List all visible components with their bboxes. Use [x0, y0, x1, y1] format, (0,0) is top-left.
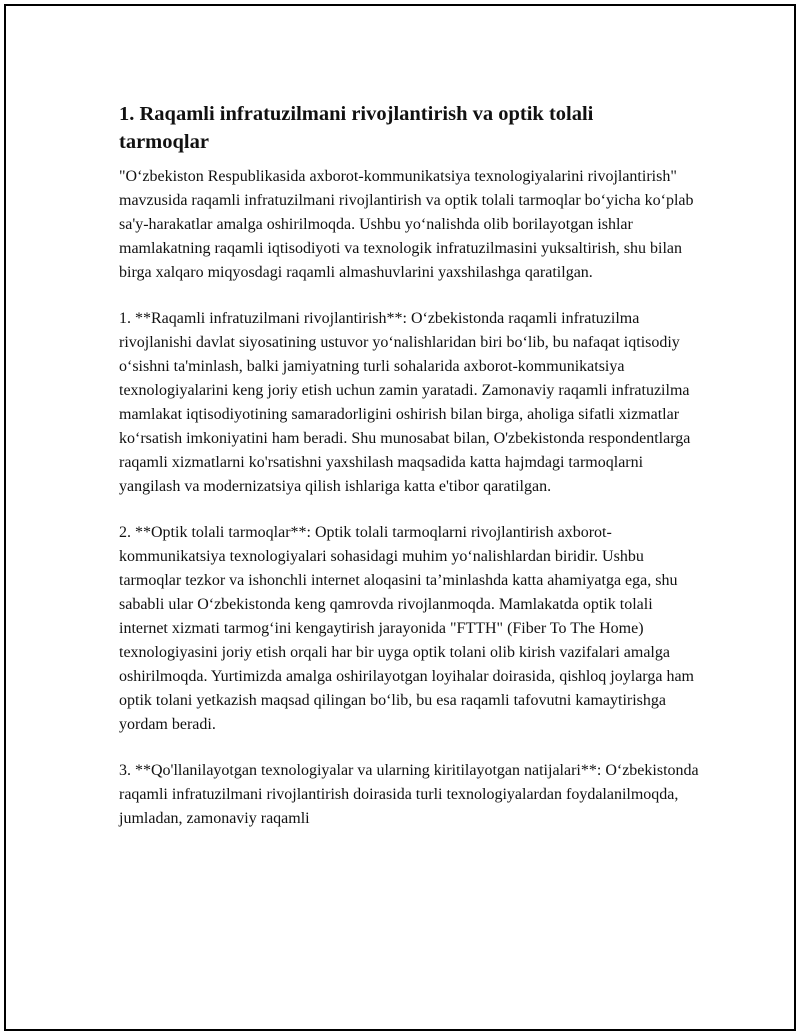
- intro-paragraph: "O‘zbekiston Respublikasida axborot-kommunikatsiya texnologiyalarini rivojlantirish" mavzusida raqamli infratuzilmani rivojlantirish va optik tolali tarmoqlar bo‘yicha ko‘plab sa'y-harakatlar amalga oshirilmoqda. Ushbu yo‘nalishda olib borilayotgan ishlar mamlakatning raqamli iqtisodiyoti va texnologik infratuzilmasini yuksaltirish, shu bilan birga xalqaro miqyosdagi raqamli almashuvlarini yaxshilashga qaratilgan.: [119, 168, 694, 281]
- section-heading: 1. Raqamli infratuzilmani rivojlantirish va optik tolali tarmoqlar: [119, 103, 594, 153]
- paragraph-digital-infrastructure: 1. **Raqamli infratuzilmani rivojlantirish**: O‘zbekistonda raqamli infratuzilma rivojlanishi davlat siyosatining ustuvor yo‘nalishlaridan biri bo‘lib, bu nafaqat iqtisodiy o‘sishni ta'minlash, balki jamiyatning turli sohalarida axborot-kommunikatsiya texnologiyalarini keng joriy etish uchun zamin yaratadi. Zamonaviy raqamli infratuzilma mamlakat iqtisodiyotining samaradorligini oshirish bilan birga, aholiga sifatli xizmatlar ko‘rsatish imkoniyatini ham beradi. Shu munosabat bilan, O'zbekistonda respondentlarga raqamli xizmatlarni ko'rsatishni yaxshilash maqsadida katta hajmdagi tarmoqlarni yangilash va modernizatsiya qilish ishlariga katta e'tibor qaratilgan.: [119, 310, 691, 495]
- page: [4, 4, 796, 1031]
- paragraph-fiber-networks: 2. **Optik tolali tarmoqlar**: Optik tolali tarmoqlarni rivojlantirish axborot-kommunikatsiya texnologiyalari sohasidagi muhim yo‘nalishlardan biridir. Ushbu tarmoqlar tezkor va ishonchli internet aloqasini ta’minlashda katta ahamiyatga ega, shu sababli ular O‘zbekistonda keng qamrovda rivojlanmoqda. Mamlakatda optik tolali internet xizmati tarmog‘ini kengaytirish jarayonida "FTTH" (Fiber To The Home) texnologiyasini joriy etish orqali har bir uyga optik tolani olib kirish vazifalari amalga oshirilmoqda. Yurtimizda amalga oshirilayotgan loyihalar doirasida, qishloq joylarga ham optik tolani yetkazish maqsad qilingan bo‘lib, bu esa raqamli tafovutni kamaytirishga yordam beradi.: [119, 524, 694, 733]
- paragraph-technologies: 3. **Qo'llanilayotgan texnologiyalar va ularning kiritilayotgan natijalari**: O‘zbekistonda raqamli infratuzilmani rivojlantirish doirasida turli texnologiyalardan foydalanilmoqda, jumladan, zamonaviy raqamli: [119, 762, 699, 827]
- document-body: [119, 100, 699, 853]
